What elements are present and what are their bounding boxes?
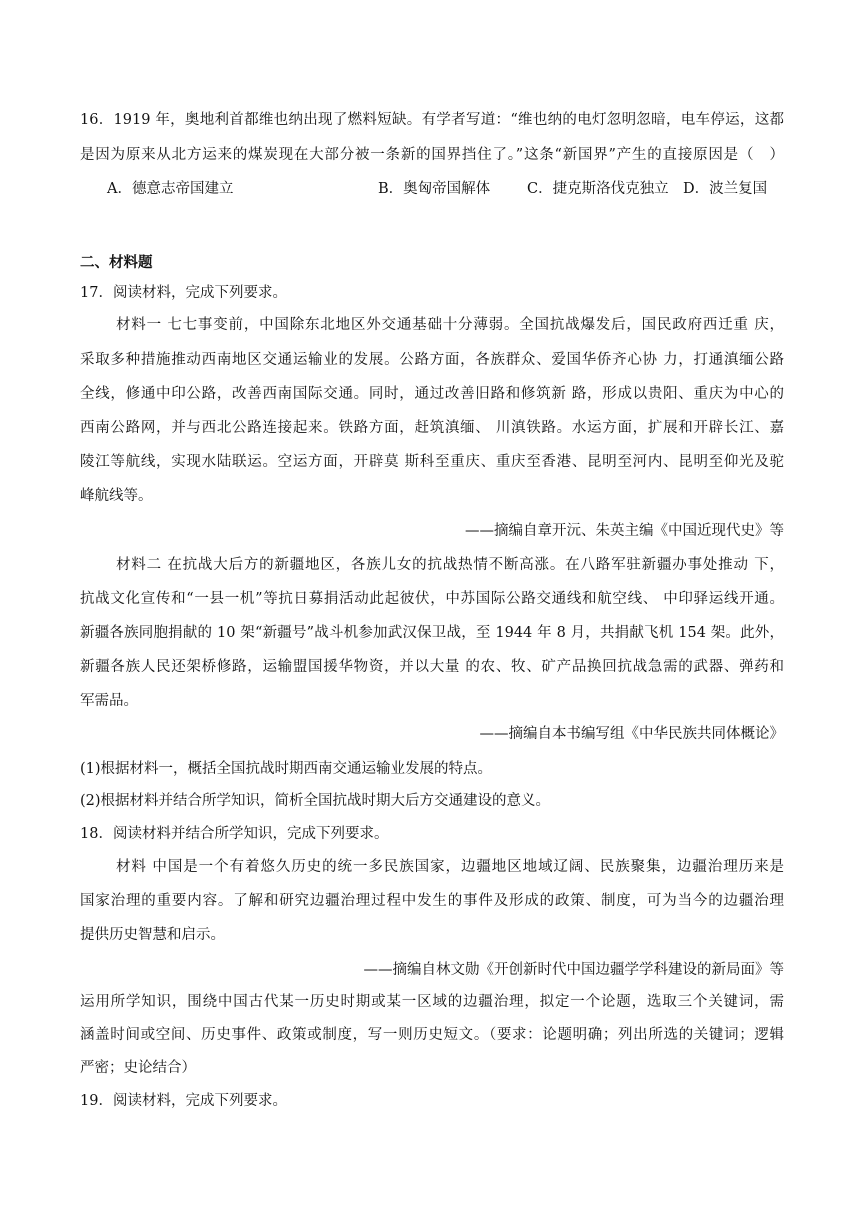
section-title: 二、材料题 xyxy=(80,254,153,271)
q17-material1-line: 陵江等航线，实现水陆联运。空运方面，开辟莫 斯科至重庆、重庆至香港、昆明至河内、昆明至仰光及驼 xyxy=(80,454,784,470)
q18-task-line: 运用所学知识，围绕中国古代某一历史时期或某一区域的边疆治理，拟定一个论题，选取三个关键词，需 xyxy=(80,994,784,1010)
q16-option-b[interactable]: B．奥匈帝国解体 xyxy=(378,181,491,197)
q17-material1-line: 西南公路网，并与西北公路连接起来。铁路方面，赶筑滇缅、 川滇铁路。水运方面，扩展和开辟长江、嘉 xyxy=(80,420,784,436)
q16-option-d[interactable]: D．波兰复国 xyxy=(683,181,768,197)
q17-material2-line: 新疆各族同胞捐献的 10 架“新疆号”战斗机参加武汉保卫战，至 1944 年 8 月，共捐献飞机 154 架。此外， xyxy=(80,625,784,641)
q18-material-line: 提供历史智慧和启示。 xyxy=(80,927,225,943)
q16-stem-line-1: 16．1919 年，奥地利首都维也纳出现了燃料短缺。有学者写道：“维也纳的电灯忽明忽暗，电车停运，这都 xyxy=(80,112,784,128)
q16-stem-line-2: 是因为原来从北方运来的煤炭现在大部分被一条新的国界挡住了。”这条“新国界”产生的直接原因是（ ） xyxy=(80,147,784,163)
q17-stem: 17．阅读材料，完成下列要求。 xyxy=(80,285,287,301)
q17-material2-line: 军需品。 xyxy=(80,693,138,709)
q17-material1-line: 材料一 七七事变前，中国除东北地区外交通基础十分薄弱。全国抗战爆发后，国民政府西迁重 庆， xyxy=(116,317,784,333)
q17-material1-line: 峰航线等。 xyxy=(80,488,153,504)
q19-stem: 19．阅读材料，完成下列要求。 xyxy=(80,1093,287,1109)
q17-material1-line: 采取多种措施推动西南地区交通运输业的发展。公路方面，各族群众、爱国华侨齐心协 力，打通滇缅公路 xyxy=(80,352,784,368)
q16-option-a[interactable]: A．德意志帝国建立 xyxy=(107,181,234,197)
q17-source-2: ——摘编自本书编写组《中华民族共同体概论》 xyxy=(479,726,784,742)
q17-source-1: ——摘编自章开沅、朱英主编《中国近现代史》等 xyxy=(465,523,784,539)
q18-material-line: 国家治理的重要内容。了解和研究边疆治理过程中发生的事件及形成的政策、制度，可为当今的边疆治理 xyxy=(80,893,784,909)
q18-task-line: 严密；史论结合） xyxy=(80,1060,196,1076)
q17-material1-line: 全线，修通中印公路，改善西南国际交通。同时，通过改善旧路和修筑新 路，形成以贵阳、重庆为中心的 xyxy=(80,386,784,402)
q17-material2-line: 新疆各族人民还架桥修路，运输盟国援华物资，并以大量 的农、牧、矿产品换回抗战急需的武器、弹药和 xyxy=(80,659,784,675)
q17-material2-line: 抗战文化宣传和“一县一机”等抗日募捐活动此起彼伏，中苏国际公路交通线和航空线、 中印驿运线开通。 xyxy=(80,591,784,607)
q17-material2-line: 材料二 在抗战大后方的新疆地区，各族儿女的抗战热情不断高涨。在八路军驻新疆办事处推动 下， xyxy=(116,557,784,573)
q18-task-line: 涵盖时间或空间、历史事件、政策或制度，写一则历史短文。（要求：论题明确；列出所选的关键词；逻辑 xyxy=(80,1027,784,1043)
q18-stem: 18．阅读材料并结合所学知识，完成下列要求。 xyxy=(80,826,389,842)
q17-requirement-1: (1)根据材料一，概括全国抗战时期西南交通运输业发展的特点。 xyxy=(80,761,493,777)
q16-option-c[interactable]: C．捷克斯洛伐克独立 xyxy=(527,181,669,197)
q17-requirement-2: (2)根据材料并结合所学知识，简析全国抗战时期大后方交通建设的意义。 xyxy=(80,793,551,809)
q18-source: ——摘编自林文勋《开创新时代中国边疆学学科建设的新局面》等 xyxy=(363,962,784,978)
q18-material-line: 材料 中国是一个有着悠久历史的统一多民族国家，边疆地区地域辽阔、民族聚集，边疆治理历来是 xyxy=(116,859,784,875)
